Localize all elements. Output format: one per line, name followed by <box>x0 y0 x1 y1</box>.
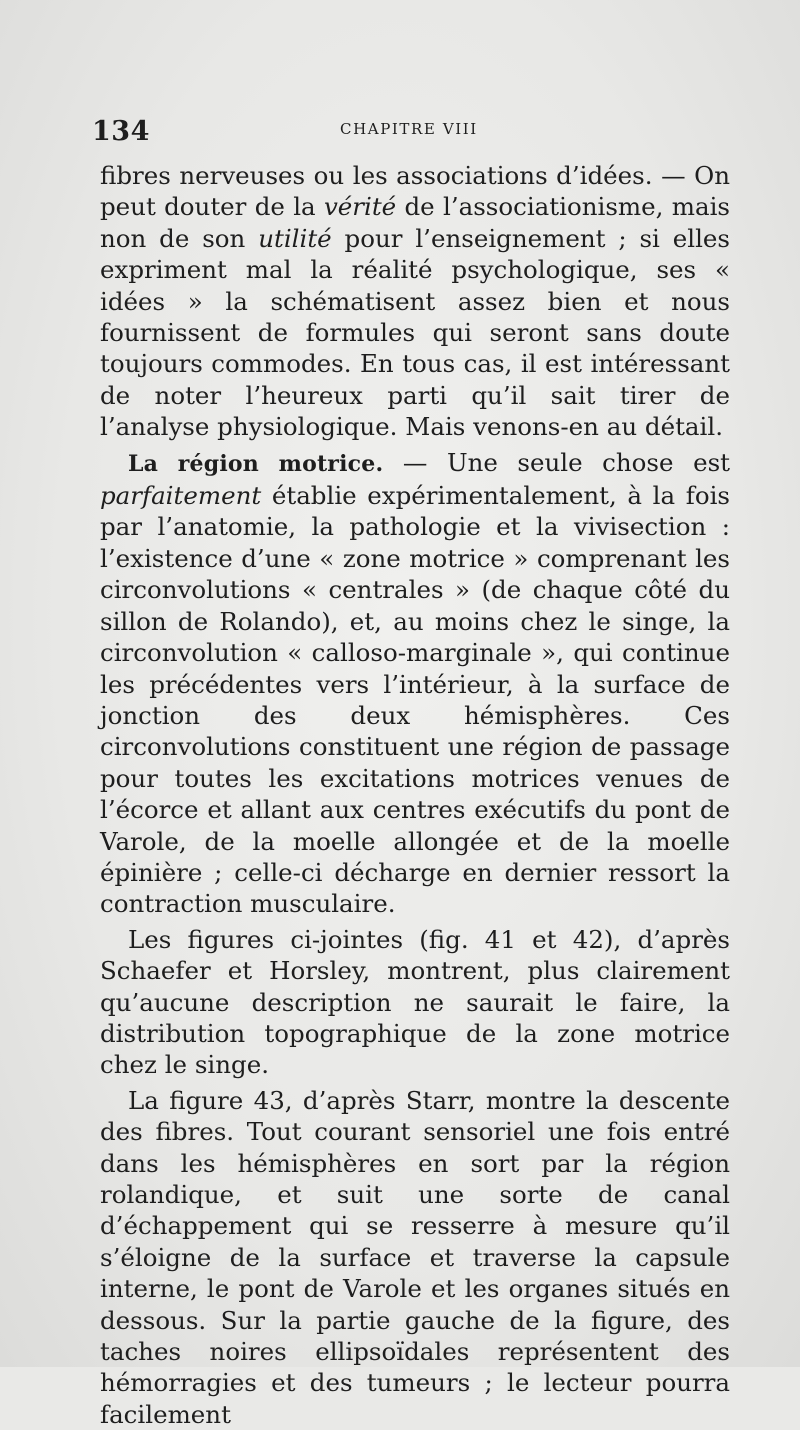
text-run: de l’associationisme, mais non de son <box>100 192 730 253</box>
page-number: 134 <box>92 116 150 147</box>
paragraph-figures: Les figures ci-jointes (fig. 41 et 42), d’après Schaefer et Horsley, montrent, plus clairement qu’aucune description ne saurait le faire, la distribution topographique de la zone motrice chez le singe. <box>100 924 730 1080</box>
paragraph-continued <box>100 160 730 443</box>
text-run: établie expérimentalement, à la fois par l’anatomie, la pathologie et la vivisection : l’existence d’une « zone motrice » comprenant les circonvolutions « centrales » (de chaque côté du sillon de Rolando), et, au moins chez le singe, la circonvolution « calloso-marginale », qui continue les précédentes vers l’intérieur, à la surface de jonction des deux hémisphères. Ces circonvolutions constituent une région de passage pour toutes les excitations motrices venues de l’écorce et allant aux centres exécutifs du pont de Varole, de la moelle allongée et de la moelle épinière ; celle-ci décharge en dernier ressort la contraction musculaire. <box>100 481 730 919</box>
italic-term: parfaitement <box>100 481 262 511</box>
page-header <box>92 116 724 156</box>
body-text <box>100 160 730 1430</box>
italic-term: utilité <box>258 223 332 253</box>
italic-term: vérité <box>323 192 397 222</box>
paragraph-figure-43: La figure 43, d’après Starr, montre la descente des fibres. Tout courant sensoriel une fois entré dans les hémisphères en sort par la région rolandique, et suit une sorte de canal d’échappement qui se resserre à mesure qu’il s’éloigne de la surface et traverse la capsule interne, le pont de Varole et les organes situés en dessous. Sur la partie gauche de la figure, des taches noires ellipsoïdales représentent des hémorragies et des tumeurs ; le lecteur pourra facilement <box>100 1085 730 1429</box>
text-run: pour l’enseignement ; si elles expriment mal la réalité psychologique, ses « idées » la schématisent assez bien et nous fournissent de formules qui seront sans doute toujours commodes. En tous cas, il est intéressant de noter l’heureux parti qu’il sait tirer de l’analyse physiologique. Mais venons-en au détail. <box>100 223 730 442</box>
text-run: — Une seule chose est <box>383 447 730 477</box>
text-run: fibres nerveuses ou les associations d’idées. — On peut douter de la <box>100 161 730 222</box>
paragraph-region-motrice <box>100 447 730 920</box>
section-heading: La région motrice. <box>128 450 384 477</box>
running-head-chapter: CHAPITRE VIII <box>340 120 478 138</box>
